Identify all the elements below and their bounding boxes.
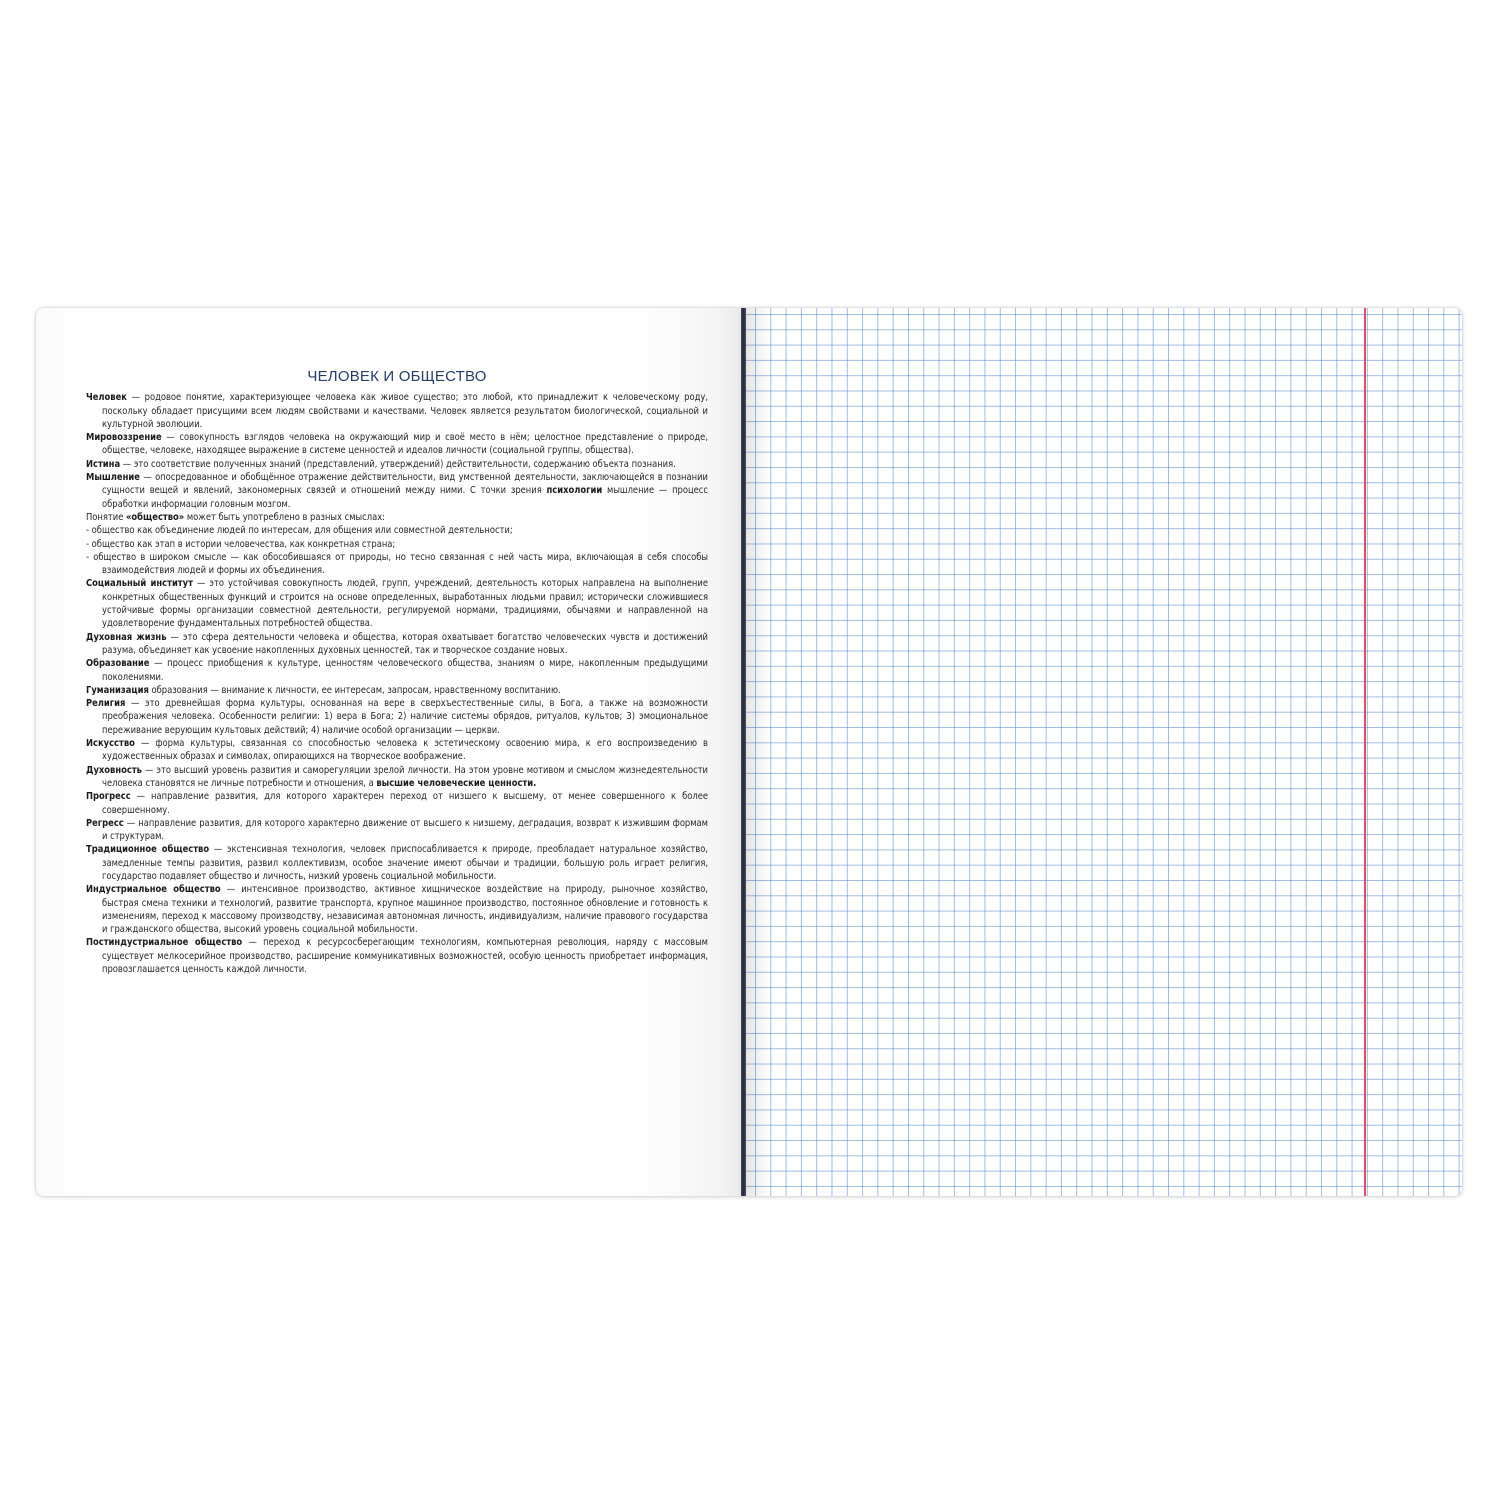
definition: — это устойчивая совокупность людей, групп, учреждений, деятельность которых направлена на выполнение конкретных общественных функций и строится на основе определенных, выработанных людьми правил; исторически сложившиеся устойчивые формы организации совместной деятельности, регулируемой нормами, традициями, обычаями и направленной на удовлетворение фундаментальных потребностей общества. <box>102 578 708 630</box>
definition: может быть употреблено в разных смыслах: <box>184 511 385 523</box>
term-inline: психологии <box>546 485 603 497</box>
definition-continued: мышление — процесс обработки информации головным мозгом. <box>102 485 709 510</box>
term: Мировоззрение <box>86 432 162 444</box>
definition: — это древнейшая форма культуры, основанная на вере в сверхъестественные силы, в Бога, а также на возможности преображения человека. Особенности религии: 1) вера в Бога; 2) наличие системы обрядов, ритуалов, культов; 3) эмоциональное переживание верующим культовых действий; 4) наличие особой организации — церкви. <box>102 698 708 736</box>
definition-entry <box>86 883 708 936</box>
term: Социальный институт <box>86 578 193 590</box>
text-line <box>86 511 708 524</box>
definition-entry <box>86 684 708 697</box>
definition: — это высший уровень развития и саморегуляции зрелой личности. На этом уровне мотивом и смыслом жизнедеятельности человека становятся не личные потребности и отношения, а <box>102 764 708 789</box>
definition-entry <box>86 817 708 844</box>
term-inline: высшие человеческие ценности. <box>376 777 537 789</box>
definition-entry <box>86 697 708 737</box>
definition: — форма культуры, связанная со способностью человека к эстетическому освоению мира, к его воспроизведению в художественных образах и символах, опирающихся на творческое воображение. <box>102 738 708 763</box>
term: Традиционное общество <box>86 844 210 856</box>
margin-line <box>1364 308 1366 1196</box>
term: Истина <box>86 458 121 470</box>
definition-entry <box>86 471 708 511</box>
term: «общество» <box>126 511 185 523</box>
list-item: - общество как объединение людей по интересам, для общения или совместной деятельности; <box>86 525 513 537</box>
page-title: ЧЕЛОВЕК И ОБЩЕСТВО <box>307 368 487 385</box>
term: Искусство <box>86 738 135 750</box>
definition-entry <box>86 577 708 630</box>
term: Прогресс <box>86 791 131 803</box>
term: Мышление <box>86 472 140 484</box>
list-item: - общество в широком смысле — как обособившаяся от природы, но тесно связанная с ней часть мира, включающая в себя способы взаимодействия людей и формы их объединения. <box>86 551 708 577</box>
left-page <box>36 308 741 1196</box>
definition-entry <box>86 391 708 431</box>
term: Постиндустриальное общество <box>86 937 243 949</box>
term: Индустриальное общество <box>86 884 221 896</box>
term: Духовность <box>86 764 142 776</box>
definition-entry <box>86 631 708 658</box>
definition: — процесс приобщения к культуре, ценностям человеческого общества, знаниям о мире, накопленным предыдущими поколениями. <box>102 658 708 683</box>
grid-page <box>746 308 1462 1196</box>
definition-entry <box>86 936 708 976</box>
definition: — родовое понятие, характеризующее человека как живое существо; это любой, кто принадлежит к человеческому роду, поскольку обладает присущими всем людям свойствами и качествами. Человек является результатом биологической, социальной и культурной эволюции. <box>102 392 708 430</box>
definition: — это соответствие полученных знаний (представлений, утверждений) действительности, содержанию объекта познания. <box>120 458 676 470</box>
definition: — направление развития, для которого характерно движение от высшего к низшему, деградация, возврат к изжившим формам и структурам. <box>102 817 708 843</box>
definition: — направление развития, для которого характерен переход от низшего к высшему, от менее совершенного к более совершенному. <box>102 791 708 816</box>
reference-text <box>86 364 708 976</box>
term: Образование <box>86 658 150 670</box>
definition: — совокупность взглядов человека на окружающий мир и своё место в нём; целостное представление о природе, обществе, человеке, находящее выражение в системе ценностей и идеалов личности (социальной группы, общества). <box>102 432 708 457</box>
term: Гуманизация <box>86 684 149 696</box>
definition: — интенсивное производство, активное хищническое воздействие на природу, рыночное хозяйство, быстрая смена техники и технологий, развитие транспорта, крупное машинное производство, постоянное обновление и готовность к изменениям, переход к массовому производству, независимая автономная личность, индивидуализм, наличие правового государства и гражданского общества, высокий уровень социальной мобильности. <box>102 884 709 936</box>
term: Религия <box>86 698 126 710</box>
definition: — опосредованное и обобщённое отражение действительности, вид умственной деятельности, заключающейся в познании сущности вещей и явлений, закономерных связей и отношений между ними. С точки зрения <box>102 472 708 497</box>
definition-entry <box>86 790 708 817</box>
term: Регресс <box>86 817 124 829</box>
definition-entry <box>86 843 708 883</box>
definition: — переход к ресурсосберегающим технологиям, компьютерная революция, наряду с массовым существует мелкосерийное производство, расширение коммуникативных возможностей, особую ценность приобретает информация, провозглашается ценность каждой личности. <box>102 937 708 976</box>
definition: образования — внимание к личности, ее интересам, запросам, нравственному воспитанию. <box>148 684 561 696</box>
notebook-spread <box>36 308 1462 1196</box>
definition: — экстенсивная технология, человек приспосабливается к природе, преобладает натуральное хозяйство, замедленные темпы развития, развил коллективизм, особое значение имеют обычаи и традиции, большую роль играет религия, государство подавляет общество и личность, низкий уровень социальной мобильности. <box>102 844 708 882</box>
definition-entry <box>86 431 708 458</box>
term: Духовная жизнь <box>86 631 167 643</box>
definition-entry <box>86 458 708 471</box>
definition-entry <box>86 737 708 764</box>
definition-entry <box>86 657 708 684</box>
term: Человек <box>86 392 127 404</box>
definition: — это сфера деятельности человека и общества, которая охватывает богатство человеческих чувств и достижений разума, объединяет как усвоение накопленных духовных ценностей, так и творческое создание новых. <box>102 631 708 656</box>
list-item: - общество как этап в истории человечества, как конкретная страна; <box>86 538 396 550</box>
lead-in: Понятие <box>86 511 127 523</box>
definition-entry <box>86 764 708 791</box>
